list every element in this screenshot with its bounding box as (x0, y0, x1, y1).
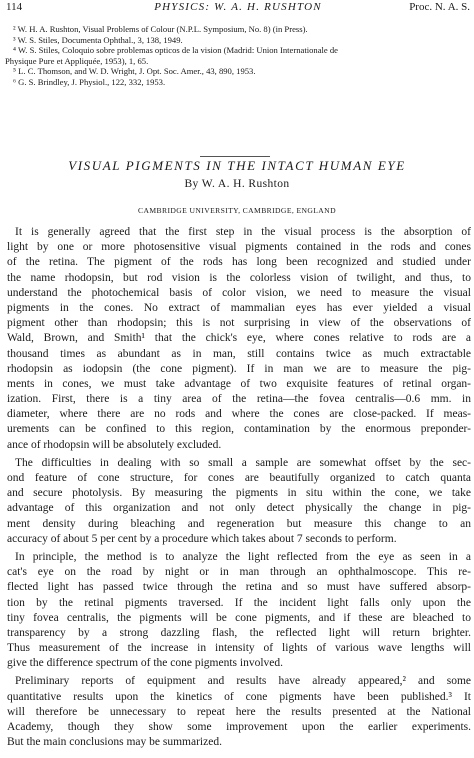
reference-6: ⁶ G. S. Brindley, J. Physiol., 122, 332, 1953. (13, 76, 166, 87)
article-body (7, 225, 471, 750)
body-line: accuracy of about 5 per cent by a procedure which takes about 7 seconds to perform. (7, 532, 397, 545)
body-line: transparency by a strong dazzling flash, the reflected light will return brighter. (7, 626, 471, 639)
body-line: Thus measurement of the increase in intensity of lights of various wave lengths will (7, 642, 471, 655)
reference-4-continued: Physique Pure et Appliquée, 1953), 1, 65. (5, 55, 149, 66)
body-line: and secure photolysis. By measuring the pigments in situ within the cone, we take (7, 487, 471, 500)
running-title: PHYSICS: W. A. H. RUSHTON (154, 1, 322, 13)
body-line: cat's eye on the road by night or in man through an ophthalmoscope. This re- (7, 566, 471, 579)
body-line: ments in cones, we must take advantage of two exquisite features of retinal organ- (7, 377, 471, 390)
body-line: ond feature of cone structure, for cones are beautifully organized to catch quanta (7, 472, 471, 484)
article-affiliation: CAMBRIDGE UNIVERSITY, CAMBRIDGE, ENGLAND (138, 206, 336, 215)
body-line: diameter, where there are no rods and where the cones are close-packed. If meas- (7, 408, 471, 421)
body-line: light by one or more photosensitive visual pigments contained in the rods and cones (7, 241, 471, 254)
body-line: give the difference spectrum of the cone pigments involved. (7, 657, 284, 670)
body-line: of the retina. The pigment of the rods has long been recognized and studied under (7, 256, 471, 269)
body-paragraph (7, 225, 471, 453)
body-line: pigments in the cones. No extract of mammalian eyes has ever yielded a visual (7, 301, 471, 314)
body-line: the name rhodopsin, but rod vision is the colorless vision of twilight, and thus, to (7, 271, 471, 284)
body-line: ization. First, there is a tiny area of the retina—the fovea centralis—0.6 mm. in (7, 393, 471, 406)
footnote-references (5, 24, 471, 88)
page-header (6, 1, 470, 15)
section-divider (200, 156, 270, 157)
body-line: The difficulties in dealing with so small a sample are somewhat offset by the sec- (15, 456, 471, 469)
reference-5: ⁵ L. C. Thomson, and W. D. Wright, J. Opt. Soc. Amer., 43, 890, 1953. (13, 66, 256, 77)
reference-2: ² W. H. A. Rushton, Visual Problems of Colour (N.P.L. Symposium, No. 8) (in Press). (13, 24, 308, 34)
body-line: understand the photochemical basis of color vision, we need to measure the visual (7, 286, 471, 299)
body-line: advantage of this organization and not only detect physically the change in pig- (7, 502, 471, 515)
body-line: quantitative results upon the kinetics of cone pigments have been published.³ It (7, 690, 471, 703)
body-line: urements can be confined to this region, contamination by the enormous preponder- (7, 423, 471, 436)
body-line: But the main conclusions may be summarized. (7, 736, 222, 749)
body-line: tion by the retinal pigments traversed. If the incident light falls only upon the (7, 596, 471, 609)
reference-4: ⁴ W. S. Stiles, Coloquio sobre problemas opticos de la vision (Madrid: Union Internationale de (13, 45, 338, 56)
page-number: 114 (6, 1, 23, 13)
article-byline: By W. A. H. Rushton (184, 178, 290, 190)
body-line: tiny fovea centralis, the pigments will be cone pigments, and if these are bleached to (7, 611, 471, 624)
body-paragraph (7, 550, 471, 672)
article-title: VISUAL PIGMENTS IN THE INTACT HUMAN EYE (68, 158, 406, 173)
body-line: pigment other than rhodopsin; this is not surprising in view of the observations of (7, 317, 471, 330)
body-paragraph (7, 674, 471, 750)
body-line: Preliminary reports of equipment and results have already appeared,² and some (15, 675, 471, 688)
body-line: ment density during bleaching and regeneration but measure this change to an (7, 517, 471, 530)
body-line: will therefore be unnecessary to repeat here the results presented at the National (7, 705, 471, 718)
body-line: It is generally agreed that the first step in the visual process is the absorption of (15, 226, 471, 238)
body-line: rhodopsin as iodopsin (the cone pigment). If in man we are to measure the pig- (7, 362, 471, 375)
body-line: Wald, Brown, and Smith¹ that the chick's eye, where cones relative to rods are a (7, 332, 471, 345)
reference-3: ³ W. S. Stiles, Documenta Ophthal., 3, 138, 1949. (13, 34, 183, 45)
body-paragraph (7, 456, 471, 547)
body-line: thousand times as abundant as in man, still contains twice as much extractable (7, 347, 471, 360)
body-line: Academy, though they show some improvement upon the earlier experiments. (7, 721, 471, 733)
body-line: ance of rhodopsin will be absolutely excluded. (7, 438, 222, 451)
body-line: In principle, the method is to analyze the light reflected from the eye as seen in a (15, 550, 471, 563)
body-line: flected light has passed twice through the retina and so must have suffered absorp- (7, 581, 471, 594)
journal-abbreviation: Proc. N. A. S. (409, 1, 470, 13)
